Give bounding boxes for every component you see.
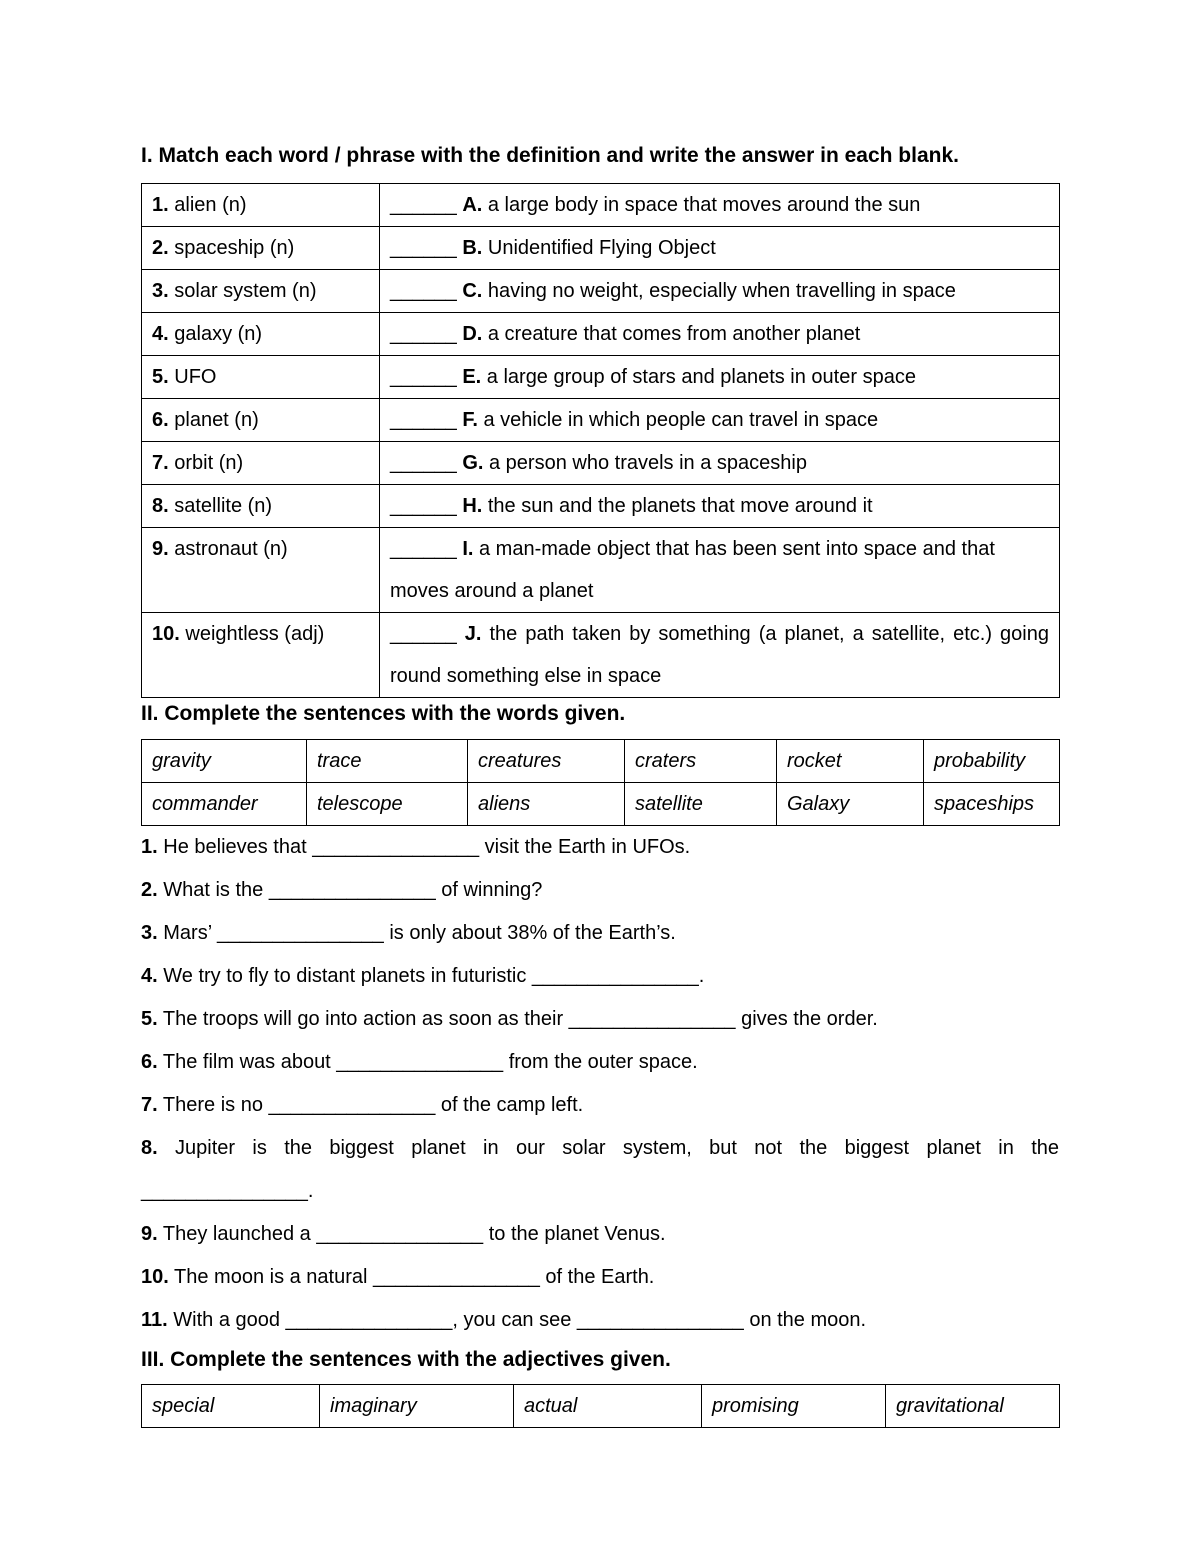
answer-blank: ______ <box>390 237 457 259</box>
term-cell <box>142 399 380 442</box>
word-bank-table <box>141 739 1060 826</box>
sentence <box>141 1127 1059 1170</box>
word-bank-cell: satellite <box>625 783 777 826</box>
sentence <box>141 1213 1059 1256</box>
match-row <box>142 613 1060 698</box>
sentence-text: He believes that _______________ visit the Earth in UFOs. <box>163 836 691 858</box>
section-2-title: II. Complete the sentences with the words given. <box>141 702 626 725</box>
answer-blank: ______ <box>390 538 457 560</box>
sentence-number: 11. <box>141 1309 168 1331</box>
definition-text: a vehicle in which people can travel in space <box>483 409 879 431</box>
term-cell <box>142 356 380 399</box>
word-bank-cell: rocket <box>777 740 924 783</box>
match-row <box>142 528 1060 613</box>
term-cell <box>142 528 380 613</box>
term-number: 4. <box>152 323 169 345</box>
answer-blank: ______ <box>390 323 457 345</box>
sentence <box>141 1041 1059 1084</box>
sentence <box>141 1256 1059 1299</box>
term-number: 10. <box>152 623 180 645</box>
match-row <box>142 485 1060 528</box>
term-number: 3. <box>152 280 169 302</box>
definition-text: the path taken by something (a planet, a satellite, etc.) going round something else in space <box>390 623 1049 687</box>
word-bank-row <box>142 783 1060 826</box>
match-row <box>142 270 1060 313</box>
word-bank-cell: craters <box>625 740 777 783</box>
match-row <box>142 184 1060 227</box>
sentence-number: 2. <box>141 879 158 901</box>
term-cell <box>142 313 380 356</box>
sentence-number: 4. <box>141 965 158 987</box>
sentence-number: 1. <box>141 836 158 858</box>
sentence-text: We try to fly to distant planets in futuristic _______________. <box>163 965 705 987</box>
term-number: 1. <box>152 194 169 216</box>
definition-cell <box>380 528 1060 613</box>
term-word: UFO <box>174 366 217 388</box>
term-word: spaceship (n) <box>174 237 295 259</box>
definition-text: a man-made object that has been sent into space and that moves around a planet <box>390 538 995 602</box>
term-cell <box>142 442 380 485</box>
word-bank-cell: commander <box>142 783 307 826</box>
term-word: weightless (adj) <box>185 623 325 645</box>
term-word: solar system (n) <box>174 280 317 302</box>
definition-letter: H. <box>462 495 483 517</box>
sentence-number: 7. <box>141 1094 158 1116</box>
sentence-text: Mars’ _______________ is only about 38% of the Earth’s. <box>163 922 676 944</box>
sentence-text: They launched a _______________ to the planet Venus. <box>162 1223 666 1245</box>
match-row <box>142 442 1060 485</box>
sentence-number: 8. <box>141 1137 158 1159</box>
answer-blank: ______ <box>390 194 457 216</box>
sentence-text: With a good _______________, you can see _______________ on the moon. <box>173 1309 867 1331</box>
sentence-text: Jupiter is the biggest planet in our solar system, but not the biggest planet in the <box>175 1137 1060 1159</box>
section-3-title: III. Complete the sentences with the adjectives given. <box>141 1348 671 1371</box>
definition-cell <box>380 356 1060 399</box>
sentence <box>141 1299 1059 1342</box>
sentence-list <box>141 826 1059 1342</box>
word-bank-cell: spaceships <box>924 783 1060 826</box>
word-bank-row <box>142 740 1060 783</box>
definition-letter: I. <box>462 538 474 560</box>
word-bank-cell: trace <box>307 740 468 783</box>
term-cell <box>142 270 380 313</box>
definition-text: a large body in space that moves around the sun <box>487 194 921 216</box>
term-cell <box>142 613 380 698</box>
term-cell <box>142 184 380 227</box>
sentence-number: 3. <box>141 922 158 944</box>
sentence <box>141 912 1059 955</box>
answer-blank: ______ <box>390 366 457 388</box>
sentence-continuation: _______________. <box>141 1180 314 1202</box>
definition-letter: D. <box>462 323 483 345</box>
sentence <box>141 998 1059 1041</box>
term-number: 2. <box>152 237 169 259</box>
term-word: astronaut (n) <box>174 538 288 560</box>
term-cell <box>142 227 380 270</box>
sentence-text: What is the _______________ of winning? <box>163 879 543 901</box>
section-1-title: I. Match each word / phrase with the definition and write the answer in each blank. <box>141 144 959 167</box>
adjective-cell: imaginary <box>320 1385 514 1428</box>
answer-blank: ______ <box>390 280 457 302</box>
match-row <box>142 356 1060 399</box>
term-number: 8. <box>152 495 169 517</box>
sentence <box>141 826 1059 869</box>
word-bank-cell: Galaxy <box>777 783 924 826</box>
word-bank-cell: telescope <box>307 783 468 826</box>
adjective-cell: promising <box>702 1385 886 1428</box>
term-word: alien (n) <box>174 194 247 216</box>
term-word: orbit (n) <box>174 452 244 474</box>
word-bank-cell: gravity <box>142 740 307 783</box>
definition-cell <box>380 184 1060 227</box>
definition-cell <box>380 442 1060 485</box>
definition-letter: B. <box>462 237 483 259</box>
adjective-cell: special <box>142 1385 320 1428</box>
sentence-text: The moon is a natural _______________ of the Earth. <box>174 1266 655 1288</box>
term-number: 9. <box>152 538 169 560</box>
sentence-number: 5. <box>141 1008 158 1030</box>
definition-letter: J. <box>464 623 482 645</box>
sentence <box>141 869 1059 912</box>
definition-text: having no weight, especially when travelling in space <box>487 280 956 302</box>
definition-letter: C. <box>462 280 483 302</box>
matching-table <box>141 183 1060 698</box>
answer-blank: ______ <box>390 452 457 474</box>
definition-text: Unidentified Flying Object <box>487 237 716 259</box>
definition-text: the sun and the planets that move around it <box>487 495 873 517</box>
definition-letter: F. <box>462 409 478 431</box>
answer-blank: ______ <box>390 409 457 431</box>
term-word: satellite (n) <box>174 495 273 517</box>
definition-letter: E. <box>462 366 482 388</box>
definition-text: a creature that comes from another planet <box>487 323 861 345</box>
sentence <box>141 955 1059 998</box>
definition-letter: A. <box>462 194 483 216</box>
match-row <box>142 313 1060 356</box>
definition-letter: G. <box>462 452 484 474</box>
sentence-number: 6. <box>141 1051 158 1073</box>
adjective-bank-table <box>141 1384 1060 1428</box>
definition-cell <box>380 485 1060 528</box>
sentence-number: 9. <box>141 1223 158 1245</box>
worksheet <box>141 140 1059 1428</box>
sentence-number: 10. <box>141 1266 169 1288</box>
word-bank-cell: probability <box>924 740 1060 783</box>
term-word: planet (n) <box>174 409 259 431</box>
term-cell <box>142 485 380 528</box>
definition-cell <box>380 313 1060 356</box>
match-row <box>142 227 1060 270</box>
definition-text: a large group of stars and planets in outer space <box>486 366 916 388</box>
sentence-text: The troops will go into action as soon as their _______________ gives the order. <box>162 1008 878 1030</box>
definition-cell <box>380 399 1060 442</box>
adjective-cell: actual <box>514 1385 702 1428</box>
term-number: 6. <box>152 409 169 431</box>
term-word: galaxy (n) <box>174 323 263 345</box>
word-bank-cell: creatures <box>468 740 625 783</box>
definition-cell <box>380 613 1060 698</box>
definition-text: a person who travels in a spaceship <box>489 452 807 474</box>
sentence <box>141 1084 1059 1127</box>
answer-blank: ______ <box>390 623 457 645</box>
answer-blank: ______ <box>390 495 457 517</box>
adjective-cell: gravitational <box>886 1385 1060 1428</box>
word-bank-cell: aliens <box>468 783 625 826</box>
definition-cell <box>380 227 1060 270</box>
sentence-text: There is no _______________ of the camp left. <box>162 1094 584 1116</box>
definition-cell <box>380 270 1060 313</box>
term-number: 7. <box>152 452 169 474</box>
sentence-text: The film was about _______________ from the outer space. <box>162 1051 698 1073</box>
term-number: 5. <box>152 366 169 388</box>
match-row <box>142 399 1060 442</box>
